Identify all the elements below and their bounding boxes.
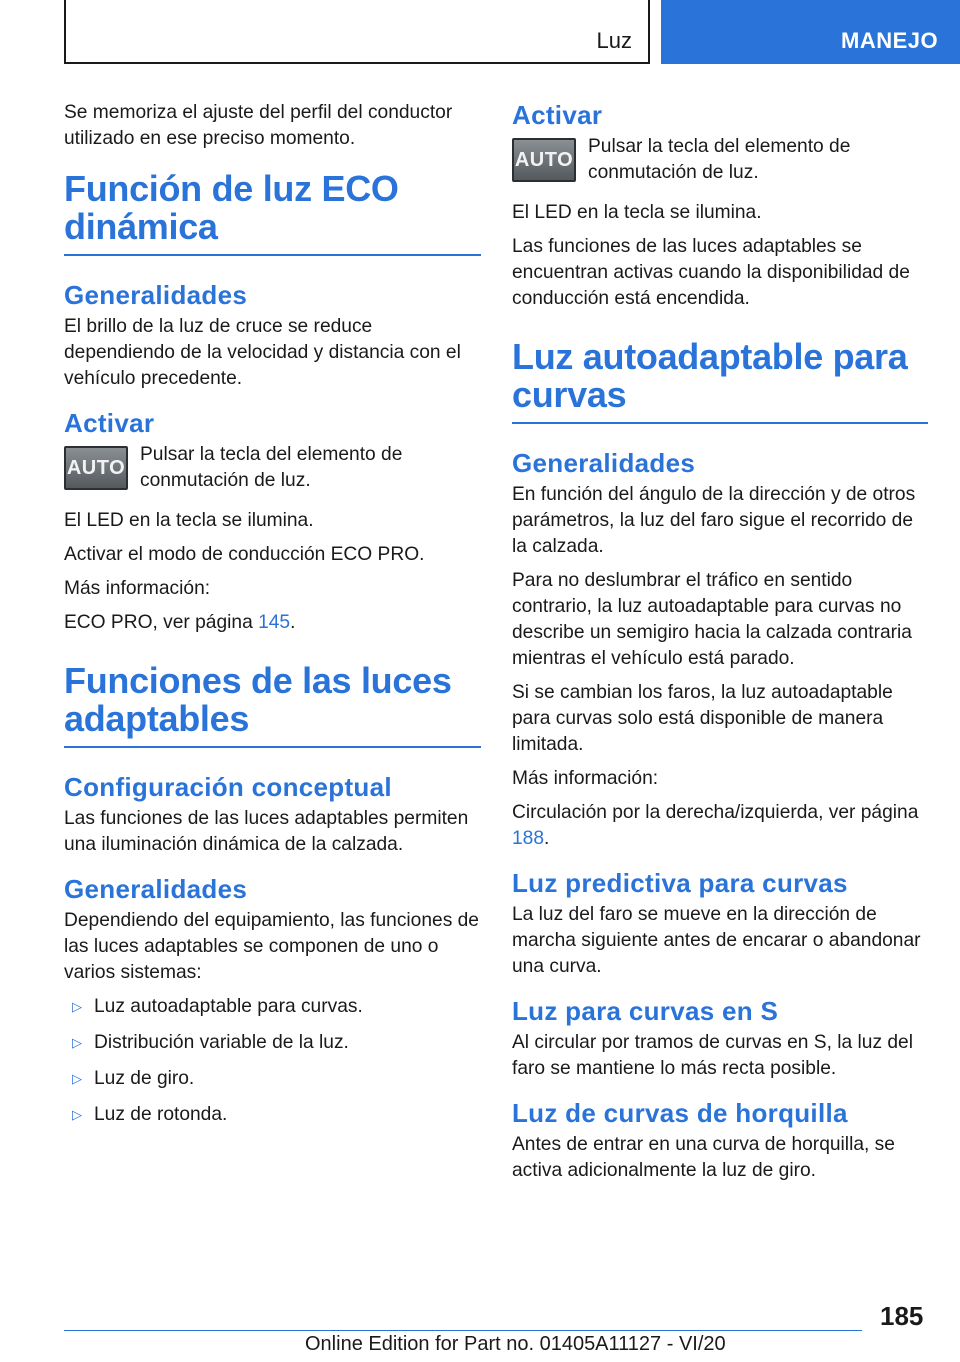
list-item: ▷ Distribución variable de la luz. [64,1030,481,1056]
heading-curve-light: Luz autoadaptable para curvas [512,338,928,424]
s-curves-paragraph: Al circular por tramos de curvas en S, la luz del faro se mantiene lo más recta posible. [512,1032,913,1079]
activate-paragraph: Pulsar la tecla del elemento de conmutación de luz. [140,444,403,491]
page-number: 185 [880,1301,924,1331]
heading-general: Generalidades [64,280,248,310]
concept-paragraph: Las funciones de las luces adaptables permiten una iluminación dinámica de la calzada. [64,808,469,855]
traffic-paragraph: Para no deslumbrar el tráfico en sentido contrario, la luz autoadaptable para curvas no describe un semigiro hacia la calzada contraria mientras el vehículo está parado. [512,570,912,669]
page-link-145[interactable]: 145 [258,612,291,633]
triangle-bullet-icon: ▷ [72,999,82,1014]
triangle-bullet-icon: ▷ [72,1071,82,1086]
list-item: ▷ Luz de rotonda. [64,1102,481,1128]
activate-paragraph-right: Pulsar la tecla del elemento de conmutación de luz. [588,136,851,183]
chapter-tab[interactable] [661,0,960,64]
activate-row [64,442,481,494]
functions-paragraph: Las funciones de las luces adaptables se encuentran activas cuando la disponibilidad de conducción está encendida. [512,236,910,309]
reference-paragraph: ECO PRO, ver página 145. [64,612,296,633]
footer-divider [64,1330,862,1331]
auto-button-icon: AUTO [512,138,576,182]
triangle-bullet-icon: ▷ [72,1035,82,1050]
systems-list [64,994,481,1128]
headlights-paragraph: Si se cambian los faros, la luz autoadaptable para curvas solo está disponible de manera limitada. [512,682,893,755]
auto-button-icon: AUTO [64,446,128,490]
section-title: Luz [596,28,632,53]
heading-general-right: Generalidades [512,448,696,478]
reference-paragraph-right: Circulación por la derecha/izquierda, ver página 188. [512,802,919,849]
heading-concept: Configuración conceptual [64,772,392,802]
page-link-188[interactable]: 188 [512,828,545,849]
triangle-bullet-icon: ▷ [72,1107,82,1122]
heading-s-curves: Luz para curvas en S [512,996,779,1026]
general-paragraph: El brillo de la luz de cruce se reduce dependiendo de la velocidad y distancia con el vehículo precedente. [64,316,461,389]
reference-text-right: Circulación por la derecha/izquierda, ver página [512,802,919,823]
predictive-paragraph: La luz del faro se mueve en la dirección de marcha siguiente antes de encarar o abandonar una curva. [512,904,921,977]
heading-activate: Activar [64,408,155,438]
chapter-tab-label: MANEJO [841,28,939,53]
led-paragraph-right: El LED en la tecla se ilumina. [512,202,762,223]
list-item: ▷ Luz autoadaptable para curvas. [64,994,481,1020]
right-column [512,100,928,1192]
hairpin-paragraph: Antes de entrar en una curva de horquilla, se activa adicionalmente la luz de giro. [512,1134,895,1181]
heading-adaptive-lights: Funciones de las luces adaptables [64,662,481,748]
footer-edition: Online Edition for Part no. 01405A11127 - VI/20 [305,1333,726,1355]
eco-paragraph: Activar el modo de conducción ECO PRO. [64,544,425,565]
intro-paragraph: Se memoriza el ajuste del perfil del conductor utilizado en ese preciso momento. [64,102,453,149]
left-column [64,100,481,1138]
more-info-label: Más información: [64,578,211,599]
header-bar [64,0,650,64]
general-paragraph-right: En función del ángulo de la dirección y de otros parámetros, la luz del faro sigue el recorrido de la calzada. [512,484,916,557]
list-item: ▷ Luz de giro. [64,1066,481,1092]
heading-eco-light: Función de luz ECO dinámica [64,170,481,256]
more-info-label-right: Más información: [512,768,659,789]
activate-row-right [512,134,928,186]
heading-hairpin: Luz de curvas de horquilla [512,1098,848,1128]
general2-paragraph: Dependiendo del equipamiento, las funciones de las luces adaptables se componen de uno o varios sistemas: [64,910,479,983]
heading-general-2: Generalidades [64,874,248,904]
heading-activate-right: Activar [512,100,603,130]
heading-predictive: Luz predictiva para curvas [512,868,848,898]
reference-text: ECO PRO, ver página [64,612,259,633]
led-paragraph: El LED en la tecla se ilumina. [64,510,314,531]
